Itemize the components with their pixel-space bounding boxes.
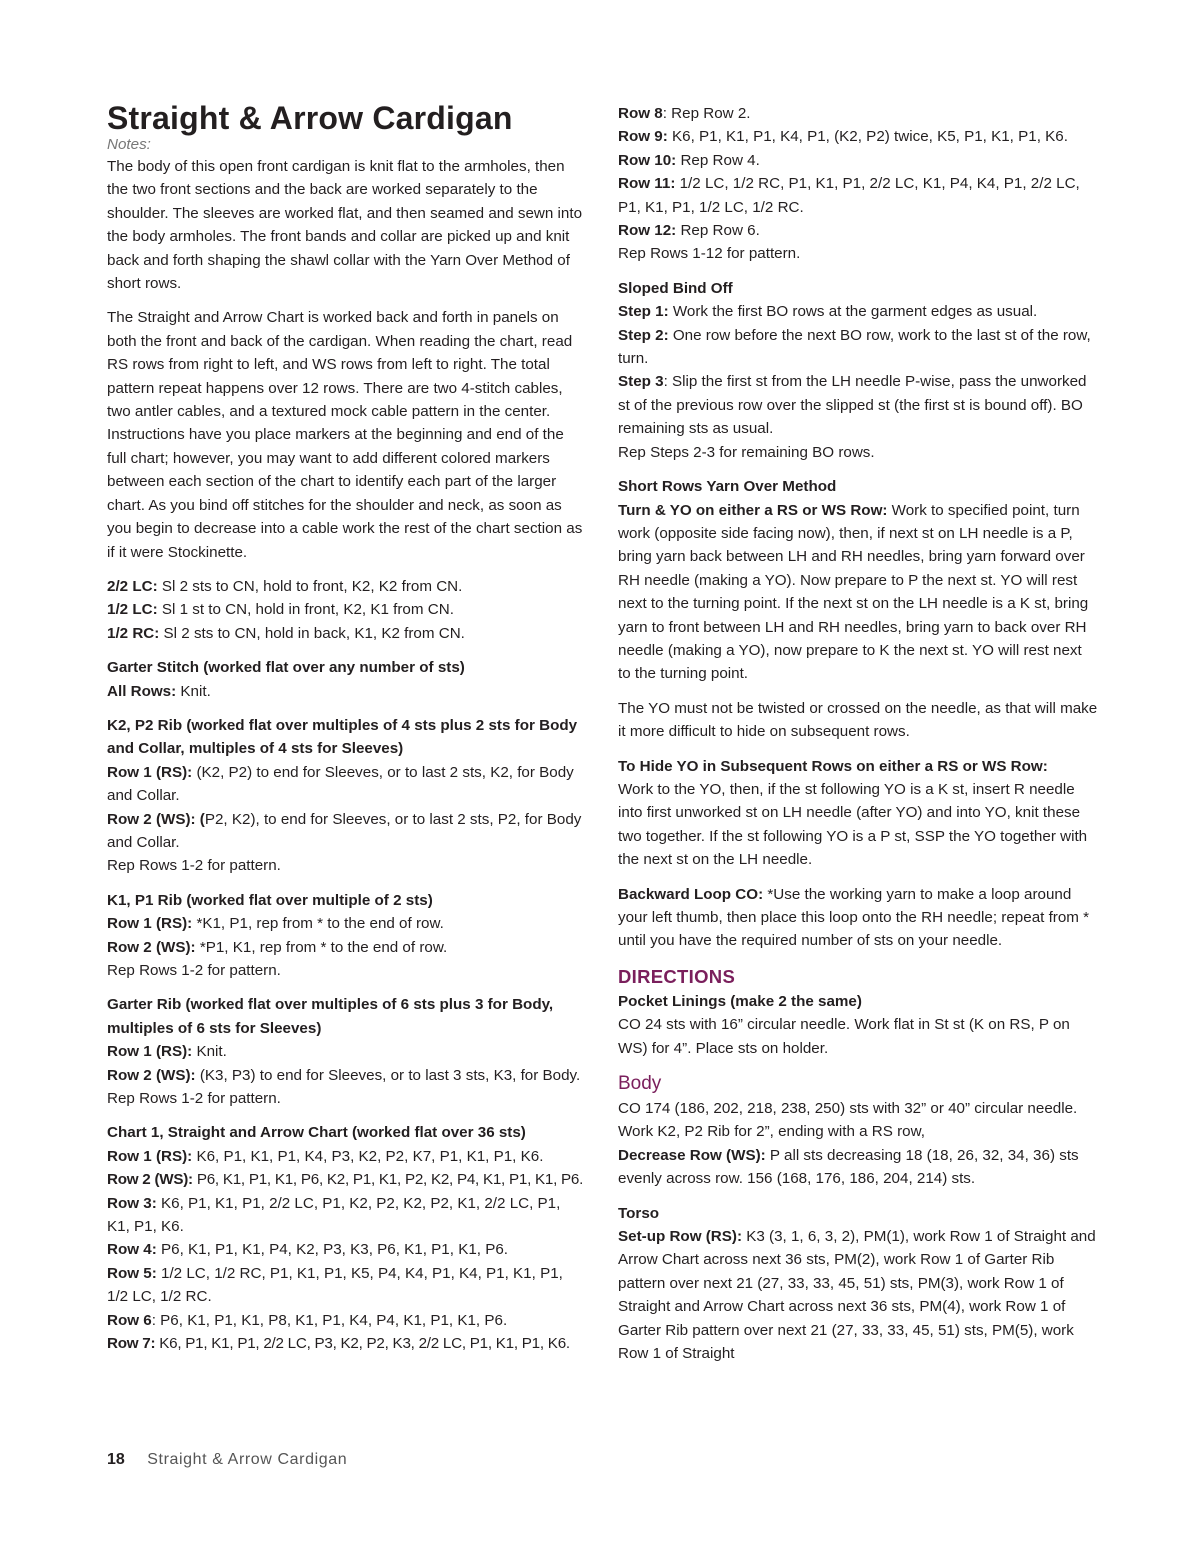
k1p1-row-2: Row 2 (WS): *P1, K1, rep from * to the end of row.	[107, 938, 448, 956]
hide-yo-text: Work to the YO, then, if the st following YO is a K st, insert R needle into first unworked st on LH needle (after YO) and into YO, knit these two together. If the st following YO is a P st, SSP the YO together with the next st on the LH needle.	[618, 780, 1088, 869]
garter-rib-row-1: Row 1 (RS): Knit.	[107, 1043, 227, 1061]
garter-stitch-section	[107, 656, 585, 703]
chart-row: Row 4: P6, K1, P1, K1, P4, K2, P3, K3, P6, K1, P1, K1, P6.	[107, 1241, 509, 1259]
body-cast-on: CO 174 (186, 202, 218, 238, 250) sts with 32” or 40” circular needle.	[618, 1100, 1078, 1118]
sloped-step-2: Step 2: One row before the next BO row, work to the last st of the row, turn.	[618, 326, 1091, 368]
garter-rib-heading: Garter Rib (worked flat over multiples of 6 sts plus 3 for Body, multiples of 6 sts for Sleeves)	[107, 996, 554, 1037]
sloped-step-3: Step 3: Slip the first st from the LH needle P-wise, pass the unworked st of the previous row over the slipped st (the first st is bound off). BO remaining sts as usual.	[618, 373, 1087, 438]
body-section	[618, 1071, 1098, 1191]
chart-row: Row 5: 1/2 LC, 1/2 RC, P1, K1, P1, K5, P4, K4, P1, K4, P1, K1, P1, 1/2 LC, 1/2 RC.	[107, 1264, 563, 1306]
garter-stitch-heading: Garter Stitch (worked flat over any number of sts)	[107, 659, 465, 677]
cable-definitions	[107, 575, 585, 645]
garter-rib-repeat: Rep Rows 1-2 for pattern.	[107, 1090, 281, 1108]
k2p2-rib-heading: K2, P2 Rib (worked flat over multiples of 4 sts plus 2 sts for Body and Collar, multiples of 4 sts for Sleeves)	[107, 716, 578, 758]
short-rows-heading: Short Rows Yarn Over Method	[618, 478, 837, 496]
intro-paragraph-1: The body of this open front cardigan is knit flat to the armholes, then the two front sections and the back are worked separately to the shoulder. The sleeves are worked flat, and then seamed and sewn into the body armholes. The front bands and collar are picked up and knit back and forth shaping the shawl collar with the Yarn Over Method of short rows.	[107, 158, 583, 293]
sloped-bind-off-section	[618, 277, 1098, 464]
hide-yo-section	[618, 755, 1098, 872]
yo-note: The YO must not be twisted or crossed on the needle, as that will make it more difficult to hide on subsequent rows.	[618, 699, 1098, 741]
hide-yo-heading: To Hide YO in Subsequent Rows on either a RS or WS Row:	[618, 757, 1048, 775]
short-rows-section	[618, 475, 1098, 686]
intro-paragraph-2: The Straight and Arrow Chart is worked back and forth in panels on both the front and back of the cardigan. When reading the chart, read RS rows from right to left, and WS rows from left to right. The total pattern repeat happens over 12 rows. There are two 4-stitch cables, two antler cables, and a textured mock cable pattern in the center. Instructions have you place markers at the beginning and end of the full chart; however, you may want to add different colored markers between each section of the chart to identify each part of the larger chart. As you bind off stitches for the shoulder and neck, as soon as you begin to decrease into a cable work the rest of the chart section as if it were Stockinette.	[107, 309, 583, 561]
chart-row: Row 2 (WS): P6, K1, P1, K1, P6, K2, P1, K1, P2, K2, P4, K1, P1, K1, P6.	[107, 1171, 584, 1189]
chart-row: Row 12: Rep Row 6.	[618, 222, 760, 240]
sloped-repeat: Rep Steps 2-3 for remaining BO rows.	[618, 443, 875, 461]
torso-heading: Torso	[618, 1204, 660, 1222]
short-rows-text: Turn & YO on either a RS or WS Row: Work to specified point, turn work (opposite side facing now), then, if next st on LH needle is a P, bring yarn back between LH and RH needles, bring yarn forward over RH needle (making a YO). Now prepare to P the next st. YO will rest next to the turning point. If the next st on the LH needle is a K st, bring yarn to front between LH and RH needles, bring yarn to back over RH needle (making a YO), now prepare to K the next st. YO will rest next to the turning point.	[618, 501, 1089, 683]
k2p2-row-1: Row 1 (RS): (K2, P2) to end for Sleeves, or to last 2 sts, K2, for Body and Collar.	[107, 763, 574, 805]
cable-1-2-lc: 1/2 LC: Sl 1 st to CN, hold in front, K2, K1 from CN.	[107, 601, 454, 619]
notes-label: Notes:	[107, 136, 151, 153]
right-column	[618, 102, 1098, 1377]
chart-row: Row 9: K6, P1, K1, P1, K4, P1, (K2, P2) twice, K5, P1, K1, P1, K6.	[618, 128, 1068, 146]
chart-repeat: Rep Rows 1-12 for pattern.	[618, 245, 801, 263]
directions-heading: DIRECTIONS	[618, 965, 736, 987]
backward-loop-section	[618, 883, 1098, 953]
garter-rib-section	[107, 993, 585, 1110]
sloped-step-1: Step 1: Work the first BO rows at the garment edges as usual.	[618, 303, 1038, 321]
k1p1-row-1: Row 1 (RS): *K1, P1, rep from * to the end of row.	[107, 915, 444, 933]
page-footer	[107, 1450, 347, 1470]
footer-title: Straight & Arrow Cardigan	[147, 1451, 348, 1468]
pocket-linings-text: CO 24 sts with 16” circular needle. Work flat in St st (K on RS, P on WS) for 4”. Place sts on holder.	[618, 1016, 1070, 1057]
cable-2-2-lc: 2/2 LC: Sl 2 sts to CN, hold to front, K2, K2 from CN.	[107, 577, 463, 595]
backward-loop-text: Backward Loop CO: *Use the working yarn to make a loop around your left thumb, then place this loop onto the RH needle; repeat from * until you have the required number of sts on your needle.	[618, 885, 1090, 950]
page-title: Straight & Arrow Cardigan	[107, 100, 513, 136]
chart-row: Row 3: K6, P1, K1, P1, 2/2 LC, P1, K2, P2, K2, P2, K1, 2/2 LC, P1, K1, P1, K6.	[107, 1194, 561, 1236]
chart-row: Row 1 (RS): K6, P1, K1, P1, K4, P3, K2, P2, K7, P1, K1, P1, K6.	[107, 1147, 544, 1165]
k2p2-repeat: Rep Rows 1-2 for pattern.	[107, 857, 281, 875]
body-heading: Body	[618, 1073, 662, 1095]
chart-row: Row 10: Rep Row 4.	[618, 151, 760, 169]
pocket-linings-heading: Pocket Linings (make 2 the same)	[618, 992, 862, 1010]
torso-section	[618, 1202, 1098, 1366]
chart-continued	[618, 102, 1098, 266]
chart-row: Row 11: 1/2 LC, 1/2 RC, P1, K1, P1, 2/2 LC, K1, P4, K4, P1, 2/2 LC, P1, K1, P1, 1/2 LC, 1/2 RC.	[618, 175, 1080, 216]
chart-row: Row 8: Rep Row 2.	[618, 105, 751, 122]
k1p1-rib-heading: K1, P1 Rib (worked flat over multiple of 2 sts)	[107, 891, 433, 909]
chart-row: Row 7: K6, P1, K1, P1, 2/2 LC, P3, K2, P2, K3, 2/2 LC, P1, K1, P1, K6.	[107, 1335, 570, 1353]
pocket-linings-section	[618, 990, 1098, 1060]
chart-row: Row 6: P6, K1, P1, K1, P8, K1, P1, K4, P4, K1, P1, K1, P6.	[107, 1311, 508, 1329]
left-column	[107, 98, 585, 1367]
garter-rib-row-2: Row 2 (WS): (K3, P3) to end for Sleeves, or to last 3 sts, K3, for Body.	[107, 1066, 581, 1084]
garter-stitch-row: All Rows: Knit.	[107, 682, 211, 700]
k2p2-row-2: Row 2 (WS): (P2, K2), to end for Sleeves, or to last 2 sts, P2, for Body and Collar.	[107, 810, 582, 851]
k1p1-repeat: Rep Rows 1-2 for pattern.	[107, 962, 281, 979]
k1p1-rib-section	[107, 889, 585, 983]
cable-1-2-rc: 1/2 RC: Sl 2 sts to CN, hold in back, K1, K2 from CN.	[107, 624, 465, 642]
torso-setup-row: Set-up Row (RS): K3 (3, 1, 6, 3, 2), PM(1), work Row 1 of Straight and Arrow Chart across next 36 sts, PM(2), work Row 1 of Garter Rib pattern over next 21 (27, 33, 33, 45, 51) sts, PM(3), work Row 1 of Straight and Arrow Chart across next 36 sts, PM(4), work Row 1 of Garter Rib pattern over next 21 (27, 33, 33, 45, 51) sts, PM(5), work Row 1 of Straight	[618, 1228, 1096, 1363]
page-number: 18	[107, 1451, 125, 1468]
k2p2-rib-section	[107, 714, 585, 878]
body-rib: Work K2, P2 Rib for 2”, ending with a RS row,	[618, 1123, 925, 1141]
body-decrease-row: Decrease Row (WS): P all sts decreasing 18 (18, 26, 32, 34, 36) sts evenly across row. 156 (168, 176, 186, 204, 214) sts.	[618, 1146, 1079, 1188]
chart-section	[107, 1121, 585, 1355]
sloped-bind-off-heading: Sloped Bind Off	[618, 279, 733, 297]
chart-heading: Chart 1, Straight and Arrow Chart (worked flat over 36 sts)	[107, 1124, 526, 1142]
